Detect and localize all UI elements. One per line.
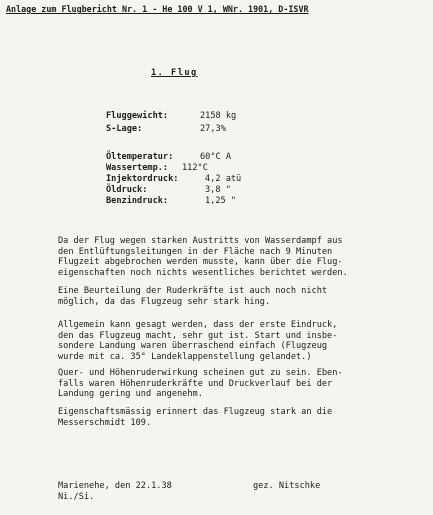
text-line: Eigenschaftsmässig erinnert das Flugzeug stark an die <box>58 407 333 417</box>
spec-value-oil-temp: 60°C A <box>200 152 232 162</box>
spec-value-cg: 27,3% <box>200 124 226 134</box>
text-line: Quer- und Höhenruderwirkung scheinen gut zu sein. Eben- <box>58 368 343 378</box>
spec-value-weight: 2158 kg <box>200 111 237 121</box>
text-line: sondere Landung waren überraschend einfach (Flugzeug <box>58 341 328 352</box>
spec-label-cg: S-Lage: <box>106 124 143 134</box>
text-line: den Entlüftungsleitungen in der Fläche nach 9 Minuten <box>58 246 333 257</box>
spec-value-injector-pressure: 4,2 atü <box>205 174 242 184</box>
reference-initials: Ni./Si. <box>58 492 95 502</box>
text-line: Eine Beurteilung der Ruderkräfte ist auch noch nicht <box>58 286 328 296</box>
text-line: Allgemein kann gesagt werden, dass der erste Eindruck, <box>58 320 338 330</box>
spec-label-injector-pressure: Injektordruck: <box>106 174 179 184</box>
paragraph-flight-abort <box>58 236 428 278</box>
text-line: möglich, da das Flugzeug sehr stark hing. <box>58 296 271 307</box>
paragraph-rudder-effect <box>58 368 428 400</box>
text-line: falls waren Höhenruderkräfte und Druckverlauf bei der <box>58 378 333 389</box>
spec-label-fuel-pressure: Benzindruck: <box>106 196 169 206</box>
document-title: 1. Flug <box>151 68 198 78</box>
place-date: Marienehe, den 22.1.38 <box>58 481 172 491</box>
document-header: Anlage zum Flugbericht Nr. 1 - He 100 V 1, WNr. 1901, D-ISVR <box>6 4 309 14</box>
text-line: Flugzeit abgebrochen werden musste, kann über die Flug- <box>58 257 343 268</box>
signature: gez. Nitschke <box>253 481 321 491</box>
spec-label-weight: Fluggewicht: <box>106 111 169 121</box>
text-line: wurde mit ca. 35° Landeklappenstellung gelandet.) <box>58 351 312 362</box>
spec-label-oil-temp: Öltemperatur: <box>106 152 174 162</box>
text-line: den das Flugzeug macht, sehr gut ist. Start und insbe- <box>58 330 338 341</box>
text-line: Da der Flug wegen starken Austritts von Wasserdampf aus <box>58 236 343 246</box>
paragraph-comparison <box>58 407 428 428</box>
spec-value-oil-pressure: 3,8 " <box>205 185 231 195</box>
spec-label-oil-pressure: Öldruck: <box>106 185 148 195</box>
text-line: Landung gering und angenehm. <box>58 389 203 400</box>
spec-label-water-temp: Wassertemp.: <box>106 163 169 173</box>
paragraph-control-forces <box>58 286 428 307</box>
text-line: eigenschaften noch nichts wesentliches berichtet werden. <box>58 267 348 278</box>
paragraph-first-impression <box>58 320 428 362</box>
text-line: Messerschmidt 109. <box>58 417 152 428</box>
spec-value-water-temp: 112°C <box>182 163 208 173</box>
spec-value-fuel-pressure: 1,25 " <box>205 196 237 206</box>
